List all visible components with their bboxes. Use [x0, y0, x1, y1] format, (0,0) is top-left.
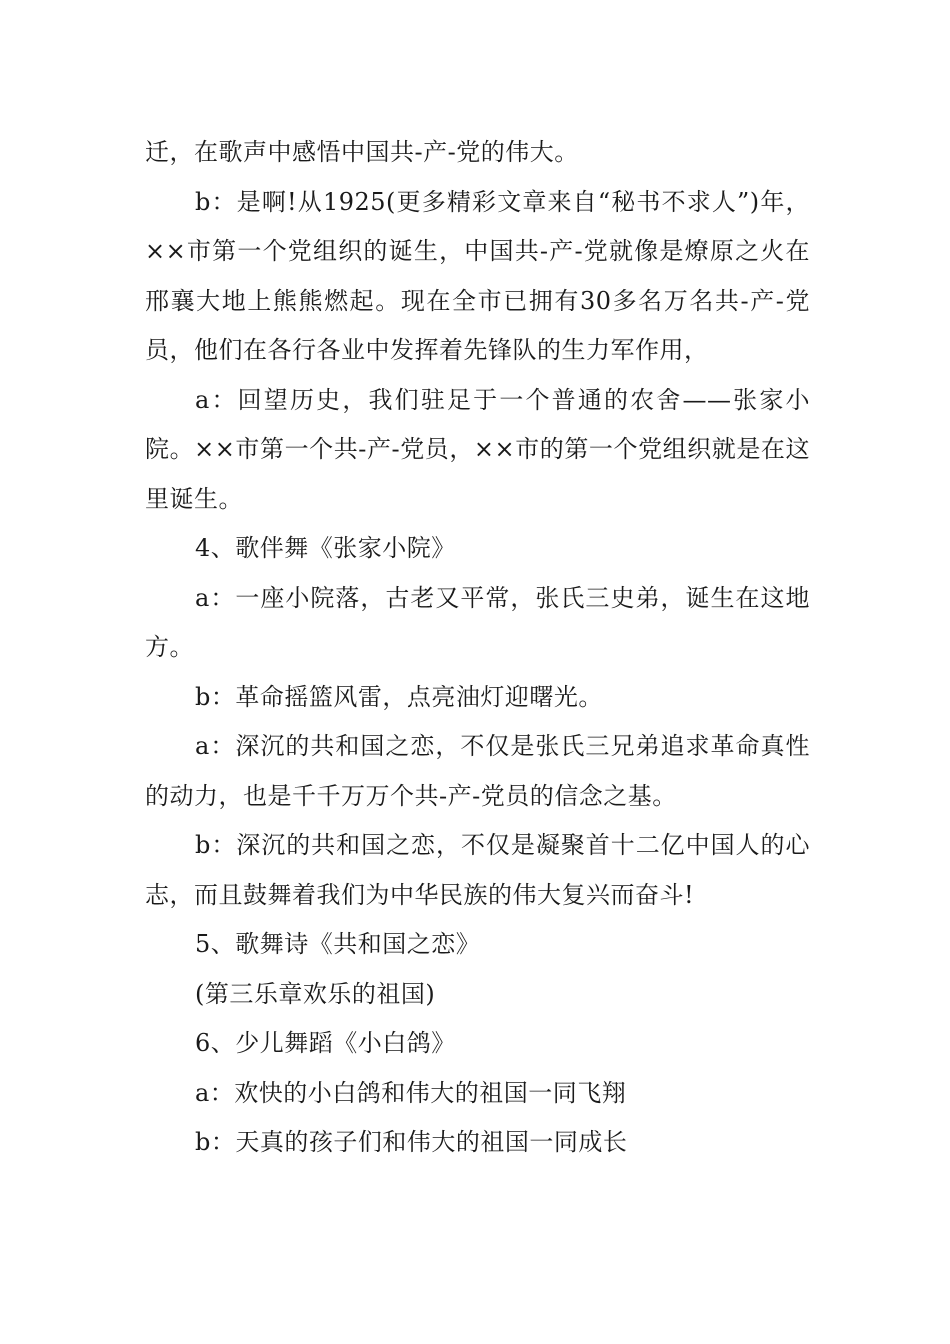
section-subheading: (第三乐章欢乐的祖国)	[195, 979, 436, 1008]
section-heading: 4、歌伴舞《张家小院》	[195, 534, 456, 562]
paragraph: b：是啊!从1925(更多精彩文章来自“秘书不求人”)年，××市第一个党组织的诞生，中国共-产-党就像是燎原之火在邢襄大地上熊熊燃起。现在全市已拥有30多名万名共-产-党员，他们在各行各业中发挥着先锋队的生力军作用，	[145, 187, 810, 364]
paragraph: a：深沉的共和国之恋，不仅是张氏三兄弟追求革命真性的动力，也是千千万万个共-产-党员的信念之基。	[145, 732, 810, 810]
document-body	[145, 128, 810, 1168]
section-heading: 5、歌舞诗《共和国之恋》	[195, 930, 481, 958]
paragraph: a：欢快的小白鸽和伟大的祖国一同飞翔	[195, 1078, 627, 1107]
paragraph: 迁，在歌声中感悟中国共-产-党的伟大。	[145, 138, 579, 166]
paragraph: b：革命摇篮风雷，点亮油灯迎曙光。	[195, 682, 603, 711]
section-heading: 6、少儿舞蹈《小白鸽》	[195, 1029, 456, 1057]
paragraph: b：深沉的共和国之恋，不仅是凝聚首十二亿中国人的心志，而且鼓舞着我们为中华民族的伟大复兴而奋斗!	[145, 831, 810, 909]
paragraph: a：一座小院落，古老又平常，张氏三史弟，诞生在这地方。	[145, 583, 810, 661]
paragraph: b：天真的孩子们和伟大的祖国一同成长	[195, 1128, 628, 1156]
paragraph: a：回望历史，我们驻足于一个普通的农舍——张家小院。××市第一个共-产-党员，××市的第一个党组织就是在这里诞生。	[145, 385, 810, 513]
